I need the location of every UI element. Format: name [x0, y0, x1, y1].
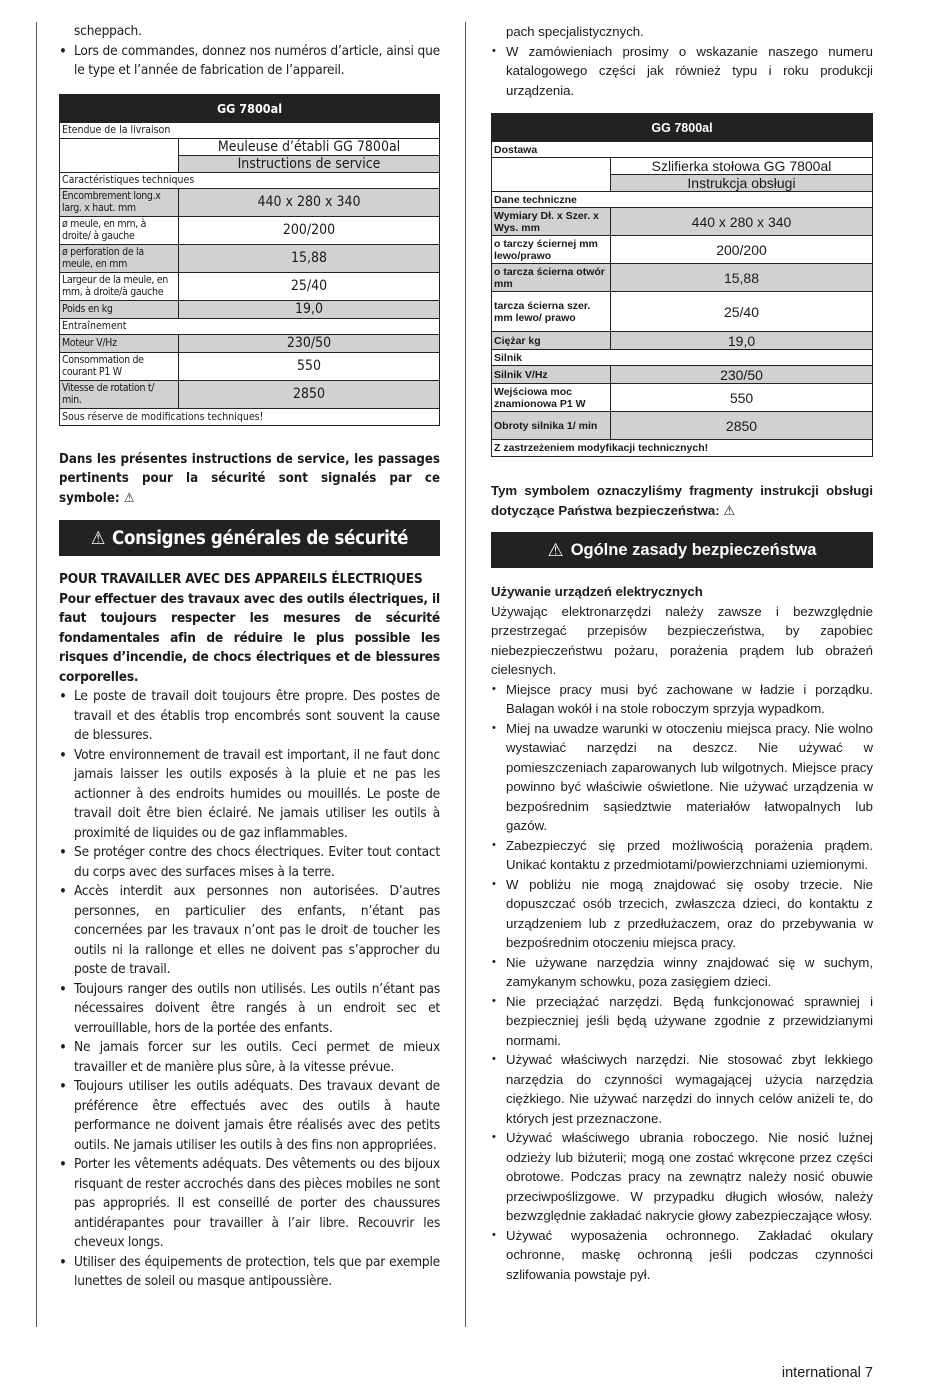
spec-value: 230/50: [611, 366, 873, 384]
list-item: • Używać wyposażenia ochronnego. Zakładać okulary ochronne, maskę ochronną jeśli podczas czynności szlifowania powstaje pył.: [491, 1226, 873, 1285]
banner-title: Ogólne zasady bezpieczeństwa: [570, 540, 817, 559]
footer-label: international: [781, 1365, 861, 1381]
warning-triangle-icon: ⚠: [123, 490, 135, 506]
spec-label: Largeur de la meule, en mm, à droite/à gauche: [60, 272, 179, 300]
continuation-text: scheppach.: [74, 23, 142, 39]
section-delivery: Dostawa: [492, 142, 873, 158]
spec-label: Ciężar kg: [492, 332, 611, 350]
polish-column: [491, 22, 873, 1284]
spec-label: Moteur V/Hz: [60, 334, 179, 352]
ordering-bullet: • Lors de commandes, donnez nos numéros d’article, ainsi que le type et l’année de fabrication de l’appareil.: [59, 42, 440, 81]
center-column-rule: [465, 22, 466, 1327]
list-item: • W pobliżu nie mogą znajdować się osoby trzecie. Nie dopuszczać osób trzecich, zwłaszcza dzieci, do kontaktu z urządzeniem lub z przedłużaczem, oraz do przebywania w bezpośrednim otoczeniu miejsca pracy.: [491, 875, 873, 953]
spec-value: 440 x 280 x 340: [611, 208, 873, 236]
section-lead: Używając elektronarzędzi należy zawsze i bezwzględnie przestrzegać przepisów bezpieczeństwa, by zapobiec niebezpieczeństwu pożaru, porażenia prądem lub obrażeń cielesnych.: [491, 603, 873, 677]
list-item: • Zabezpieczyć się przed możliwością porażenia prądem. Unikać kontaktu z przedmiotami/powierzchniami uziemionymi.: [491, 836, 873, 875]
spec-table: [59, 94, 440, 426]
spec-value: 15,88: [611, 264, 873, 292]
list-item: • Nie używane narzędzia winny znajdować się w suchym, zamykanym schowku, poza zasięgiem dzieci.: [491, 953, 873, 992]
list-item: • Toujours utiliser les outils adéquats. Des travaux devant de préférence être effectués avec des outils à haute performance ne doivent jamais être réalisés avec des petits outils. Ne jamais utiliser les outils à des fins non appropriées.: [59, 1077, 440, 1155]
delivery-item: Szlifierka stołowa GG 7800al: [611, 158, 873, 175]
banner-title: Consignes générales de sécurité: [112, 527, 409, 549]
spec-value: 25/40: [179, 272, 440, 300]
page-number: 7: [864, 1365, 873, 1381]
list-item: • Utiliser des équipements de protection, tels que par exemple lunettes de soleil ou masque antipoussière.: [59, 1253, 440, 1292]
ordering-bullet: • W zamówieniach prosimy o wskazanie naszego numeru katalogowego części jak również typu i roku produkcji urządzenia.: [491, 42, 873, 101]
spec-label: Encombrement long.x larg. x haut. mm: [60, 188, 179, 216]
list-item: • Używać właściwego ubrania roboczego. Nie nosić luźnej odzieży lub biżuterii; mogą one zostać wkręcone przez części obrotowe. Podczas pracy na zewnątrz należy nosić obuwie przeciwpoślizgowe. W przypadku długich włosów, należy bezwzględnie zakładać nakrycie głowy zabezpieczające włosy.: [491, 1128, 873, 1226]
spec-label: Wymiary Dł. x Szer. x Wys. mm: [492, 208, 611, 236]
spec-label: o tarczy ściernej mm lewo/prawo: [492, 236, 611, 264]
spec-label: o tarcza ścierna otwór mm: [492, 264, 611, 292]
spec-label: Poids en kg: [60, 300, 179, 318]
spec-label: ø meule, en mm, à droite/ à gauche: [60, 216, 179, 244]
spec-table: [491, 113, 873, 457]
ordering-bullet-list: [491, 42, 873, 101]
section-tech: Caractéristiques techniques: [60, 172, 440, 188]
list-item: • Ne jamais forcer sur les outils. Ceci permet de mieux travailler et de manière plus sûre, à la vitesse prévue.: [59, 1038, 440, 1077]
french-column: [59, 22, 440, 1292]
page-footer: [782, 1365, 873, 1381]
spec-value: 200/200: [611, 236, 873, 264]
list-item: • Votre environnement de travail est important, il ne faut donc jamais laisser les outils exposés à la pluie et ne pas les actionner à des endroits humides ou mouillés. Le poste de travail doit être bien éclairé. Ne jamais utiliser les outils à proximité de liquides ou de gaz inflammables.: [59, 746, 440, 844]
table-note: Z zastrzeżeniem modyfikacji technicznych!: [492, 440, 873, 457]
table-header-model: GG 7800al: [60, 94, 440, 122]
list-item: • Le poste de travail doit toujours être propre. Des postes de travail et des établis trop encombrés sont souvent la cause de blessures.: [59, 687, 440, 746]
section-drive: Silnik: [492, 350, 873, 366]
continuation-text: pach specjalistycznych.: [506, 24, 644, 39]
safety-symbol-intro: Tym symbolem oznaczyliśmy fragmenty instrukcji obsługi dotyczące Państwa bezpieczeństwa: ⚠: [491, 483, 873, 518]
list-item: • Nie przeciążać narzędzi. Będą funkcjonować sprawniej i bezpieczniej jeśli będą używane zgodnie z przewidzianymi normami.: [491, 992, 873, 1051]
spec-label: Consommation de courant P1 W: [60, 352, 179, 380]
section-drive: Entraînement: [60, 318, 440, 334]
table-note: Sous réserve de modifications techniques!: [60, 408, 440, 425]
warning-triangle-icon: ⚠: [547, 539, 564, 560]
spec-value: 19,0: [611, 332, 873, 350]
safety-bullet-list: [491, 680, 873, 1285]
spec-label: Vitesse de rotation t/ min.: [60, 380, 179, 408]
safety-banner: [491, 532, 873, 568]
spec-value: 25/40: [611, 292, 873, 332]
list-item: • Używać właściwych narzędzi. Nie stosować zbyt lekkiego narzędzia do czynności wymagającej użycia narzędzia ciężkiego. Nie używać narzędzi do innych celów aniżeli te, do których jest przeznaczone.: [491, 1050, 873, 1128]
spec-value: 550: [179, 352, 440, 380]
list-item: • Miej na uwadze warunki w otoczeniu miejsca pracy. Nie wolno wystawiać narzędzi na deszcz. Nie używać w pomieszczeniach zaparowanych lub wilgotnych. Miejsce pracy powinno być właściwie oświetlone. Nie używać urządzenia w bezpośrednim sąsiedztwie materiałów łatwopalnych lub gazów.: [491, 719, 873, 836]
warning-triangle-icon: ⚠: [90, 527, 106, 549]
spec-value: 19,0: [179, 300, 440, 318]
section-tech: Dane techniczne: [492, 192, 873, 208]
spec-value: 2850: [611, 412, 873, 440]
safety-bullet-list: [59, 687, 440, 1292]
section-lead: Pour effectuer des travaux avec des outils électriques, il faut toujours respecter les mesures de sécurité fondamentales afin de réduire le plus possible les risques d’incendie, de chocs électriques et de blessures corporelles.: [59, 590, 440, 685]
section-heading: POUR TRAVAILLER AVEC DES APPAREILS ÉLECTRIQUES: [59, 571, 423, 587]
table-header-model: GG 7800al: [492, 114, 873, 142]
spec-value: 200/200: [179, 216, 440, 244]
list-item: • Se protéger contre des chocs électriques. Eviter tout contact du corps avec des surfaces mises à la terre.: [59, 843, 440, 882]
spec-label: Obroty silnika 1/ min: [492, 412, 611, 440]
left-margin-rule: [36, 22, 37, 1327]
delivery-item: Meuleuse d’établi GG 7800al: [179, 138, 440, 155]
list-item: • Toujours ranger des outils non utilisés. Les outils n’étant pas nécessaires doivent être rangés à un endroit sec et verrouillable, hors de la portée des enfants.: [59, 980, 440, 1039]
list-item: • Porter les vêtements adéquats. Des vêtements ou des bijoux risquant de rester accrochés dans des pièces mobiles ne sont pas appropriés. Il est conseillé de porter des chaussures antidérapantes pour travailler à l’air libre. Recouvrir les cheveux longs.: [59, 1155, 440, 1253]
delivery-item: Instrukcja obsługi: [611, 175, 873, 192]
list-item: • Miejsce pracy musi być zachowane w ładzie i porządku. Bałagan wokół i na stole roboczym sprzyja wypadkom.: [491, 680, 873, 719]
spec-label: tarcza ścierna szer. mm lewo/ prawo: [492, 292, 611, 332]
list-item: • Accès interdit aux personnes non autorisées. D’autres personnes, en particulier des enfants, n’étant pas concernées par les travaux n’ont pas le droit de toucher les outils ni la rallonge et elles ne doivent pas s’approcher du poste de travail.: [59, 882, 440, 980]
warning-triangle-icon: ⚠: [723, 502, 736, 518]
spec-label: Wejściowa moc znamionowa P1 W: [492, 384, 611, 412]
spec-value: 550: [611, 384, 873, 412]
spec-label: Silnik V/Hz: [492, 366, 611, 384]
delivery-item: Instructions de service: [179, 155, 440, 172]
spec-value: 230/50: [179, 334, 440, 352]
spec-label: ø perforation de la meule, en mm: [60, 244, 179, 272]
spec-value: 2850: [179, 380, 440, 408]
spec-value: 440 x 280 x 340: [179, 188, 440, 216]
section-heading: Używanie urządzeń elektrycznych: [491, 584, 703, 599]
ordering-bullet-list: [59, 42, 440, 81]
spec-value: 15,88: [179, 244, 440, 272]
safety-banner: [59, 520, 440, 556]
safety-symbol-intro: Dans les présentes instructions de service, les passages pertinents pour la sécurité sont signalés par ce symbole: ⚠: [59, 451, 440, 506]
section-delivery: Etendue de la livraison: [60, 122, 440, 138]
